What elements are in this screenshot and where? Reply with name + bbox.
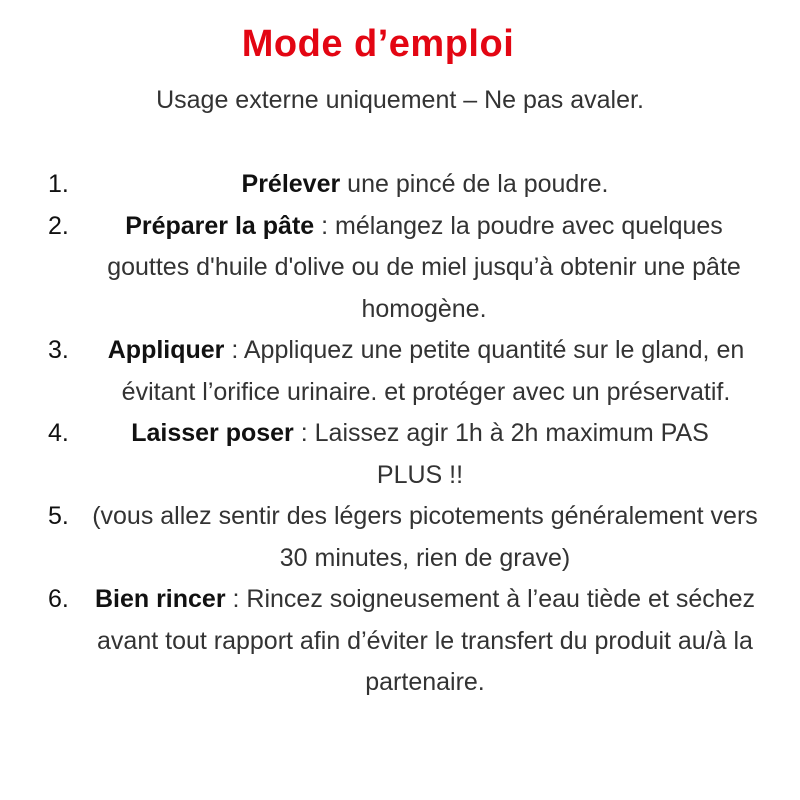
step-item: [0, 413, 800, 496]
steps-list: [0, 164, 800, 704]
step-number: 1.: [48, 170, 69, 198]
step-text: [0, 496, 800, 579]
step-number: 6.: [48, 585, 69, 613]
step-description: une pincé de la poudre.: [340, 170, 609, 198]
step-item: [0, 164, 800, 206]
step-description: : Laissez agir 1h à 2h maximum PAS PLUS !!: [293, 419, 709, 489]
step-description: : Appliquez une petite quantité sur le gland, en évitant l’orifice urinaire. et protéger avec un préservatif.: [121, 336, 745, 406]
step-description: : Rincez soigneusement à l’eau tiède et séchez avant tout rapport afin d’éviter le transfert du produit au/à la partenaire.: [97, 585, 756, 696]
step-number: 5.: [48, 502, 69, 530]
page-title: Mode d’emploi: [241, 23, 515, 65]
step-item: [0, 330, 800, 413]
step-label: Bien rincer: [94, 585, 226, 613]
usage-warning: Usage externe uniquement – Ne pas avaler.: [156, 86, 644, 114]
step-number: 3.: [48, 336, 69, 364]
step-description: : mélangez la poudre avec quelques gouttes d'huile d'olive ou de miel jusqu’à obtenir une pâte homogène.: [107, 211, 741, 323]
step-text: [0, 164, 800, 206]
step-number: 2.: [48, 211, 69, 240]
step-label: Préparer la pâte: [125, 211, 315, 240]
step-label: Laisser poser: [131, 419, 294, 447]
step-label: Appliquer: [107, 336, 225, 364]
step-item: [0, 206, 800, 331]
step-item: [0, 579, 800, 704]
step-text: [0, 413, 800, 496]
step-text: [0, 206, 800, 331]
step-label: Prélever: [241, 170, 341, 198]
step-description: (vous allez sentir des légers picotements généralement vers 30 minutes, rien de grave): [92, 502, 758, 572]
step-number: 4.: [48, 419, 69, 447]
step-text: [0, 579, 800, 704]
step-item: [0, 496, 800, 579]
step-text: [0, 330, 800, 413]
